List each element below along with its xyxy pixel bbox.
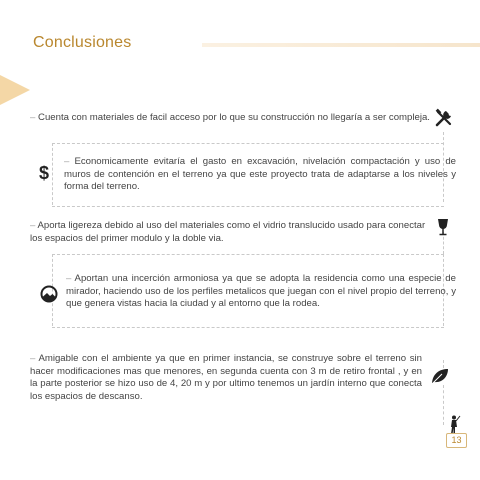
leaf-icon [430, 367, 450, 390]
section-triangle [0, 75, 30, 105]
list-item: – Amigable con el ambiente ya que en primer instancia, se construye sobre el terreno sin hacer modificaciones mas que menores, en segunda cuenta con 3 m de retiro frontal , y en la parte posterior se hizo uso de 4, 20 m y por ultimo tenemos un jardín interno que conecta los espacios de descanso. [30, 353, 422, 402]
landscape-icon [40, 285, 58, 308]
page-title: Conclusiones [33, 34, 132, 51]
dollar-icon: $ [39, 163, 50, 183]
list-item: – Aportan una incerción armoniosa ya que se adopta la residencia como una especie de mirador, haciendo uso de los perfiles metalicos que juegan con el nivel propio del terreno, y que genera vistas hacia la ciudad y al entorno que la rodea. [66, 273, 456, 310]
divider [52, 143, 53, 205]
list-item: – Aporta ligereza debido al uso del materiales como el vidrio translucido usado para conectar los espacios del primer modulo y la doble via. [30, 220, 426, 244]
tools-icon [434, 108, 454, 133]
list-item: – Cuenta con materiales de facil acceso por lo que su construcción no llegaría a ser compleja. [30, 112, 430, 123]
list-item: – Economicamente evitaría el gasto en excavación, nivelación compactación y uso de muros de contención en el terreno ya que este proyecto trata de adaptarse a los niveles y forma del terreno. [64, 156, 456, 193]
wine-glass-icon [436, 218, 450, 241]
title-rule [202, 43, 480, 47]
divider [443, 385, 444, 425]
page-number: 13 [446, 433, 467, 448]
